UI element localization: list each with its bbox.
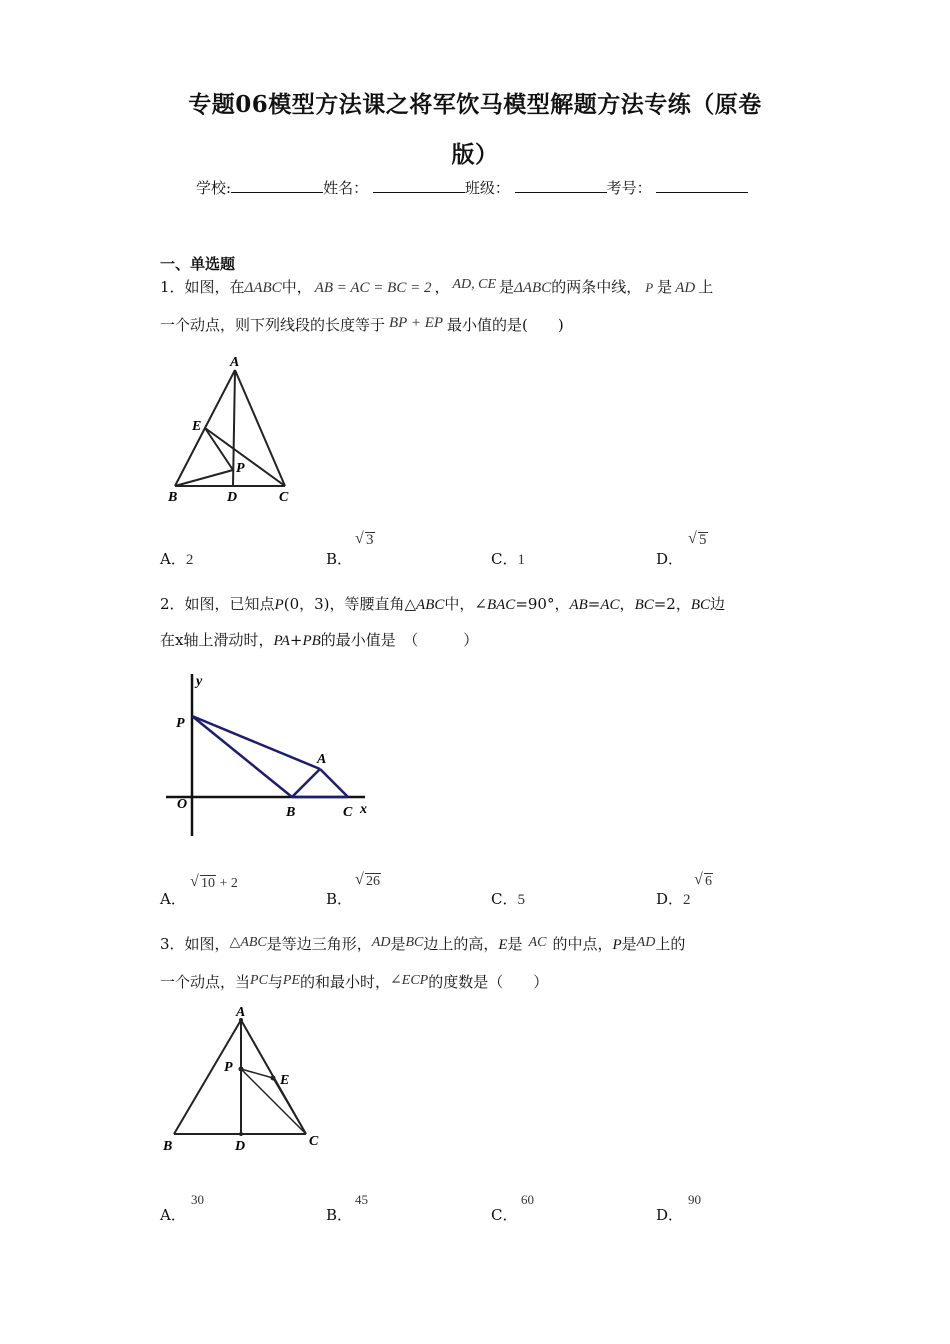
q3-label-c: C — [309, 1134, 319, 1149]
q3-math: △ABC — [229, 935, 267, 950]
q3-text: 是 — [390, 935, 406, 953]
q3-label-p: P — [224, 1060, 233, 1075]
q1-label-b: B — [168, 490, 178, 505]
q1-label-p: P — [236, 461, 245, 476]
class-blank — [515, 178, 607, 193]
q2-line-2 — [160, 630, 478, 651]
q2-text: 的最小值是 （ ） — [320, 631, 479, 649]
q3-label-a: A — [236, 1005, 246, 1020]
exam-label: 考号： — [606, 179, 652, 197]
q3-math: BC — [405, 935, 424, 950]
q3-label-d: D — [235, 1139, 246, 1154]
q3-point-d — [239, 1132, 243, 1136]
q2-math: BAC — [486, 597, 516, 613]
q1-math: BP + EP — [389, 315, 444, 331]
page-title-continued: 版） — [451, 141, 499, 168]
q3-line-2 — [160, 972, 548, 994]
q3-text: 与 — [267, 973, 283, 991]
q3-math: ∠ECP — [390, 973, 429, 988]
q1-text: 一个动点，则下列线段的长度等于 — [160, 316, 386, 334]
option-letter: C． — [491, 890, 518, 908]
radicand: 3 — [366, 532, 374, 548]
q2-math: PA — [273, 633, 290, 649]
q1-math: AB = AC = BC = 2 — [314, 280, 432, 296]
q3-text: 边上的高， — [423, 935, 499, 953]
q3-label-e: E — [280, 1073, 290, 1088]
option-coefficient: 2 — [683, 892, 691, 908]
option-suffix: + 2 — [219, 876, 238, 891]
q1-option-b-value: √ 3 — [355, 530, 374, 548]
q2-text: 在x轴上滑动时， — [160, 631, 274, 649]
q2-math: P — [274, 597, 284, 613]
q1-text: 的两条中线， — [551, 278, 642, 296]
q2-math: PB — [302, 633, 321, 649]
q3-line-1 — [160, 934, 685, 956]
q2-label-o: O — [177, 797, 188, 812]
q1-math: ΔABC — [514, 280, 552, 296]
q3-text: 是 — [621, 935, 637, 953]
q2-math: AC — [600, 597, 620, 613]
q2-line-1 — [160, 594, 725, 615]
option-letter: B． — [326, 1206, 353, 1224]
q3-option-d[interactable] — [656, 1204, 683, 1225]
q3-option-b-value: 45 — [355, 1192, 368, 1207]
q2-option-a[interactable] — [160, 888, 186, 909]
name-label: 姓名： — [323, 179, 369, 197]
q1-label-d: D — [227, 490, 238, 505]
option-letter: D． — [656, 890, 684, 908]
q3-text: 是等边三角形， — [266, 935, 372, 953]
q1-math: AD — [675, 280, 696, 296]
q3-math: AD — [636, 935, 656, 950]
option-letter: A． — [160, 890, 186, 908]
q2-text: 边 — [710, 595, 726, 613]
q2-math: AB — [569, 597, 588, 613]
q1-text: 中， — [281, 278, 312, 296]
q1-option-b[interactable] — [326, 548, 352, 569]
q3-option-b[interactable] — [326, 1204, 352, 1225]
q1-math: ΔABC — [244, 280, 282, 296]
q3-option-d-value: 90 — [688, 1192, 701, 1207]
radicand: 26 — [366, 874, 380, 889]
option-letter: A． — [160, 550, 186, 568]
exam-blank — [656, 178, 748, 193]
q3-math: AC — [528, 935, 547, 950]
school-blank — [231, 178, 323, 193]
q2-text: =2， — [653, 595, 691, 613]
q1-text: 上 — [698, 278, 714, 296]
q1-text: 是 — [499, 278, 515, 296]
option-value: 1 — [517, 552, 525, 568]
student-info-line — [196, 177, 748, 198]
q2-text: + — [289, 631, 303, 649]
q2-math: BC — [634, 597, 654, 613]
q1-label-e: E — [192, 419, 202, 434]
q2-label-c: C — [343, 805, 353, 820]
q2-label-a: A — [317, 752, 327, 767]
q1-line-2 — [160, 315, 564, 336]
q2-text: 中，∠ — [444, 595, 487, 613]
q2-label-p: P — [176, 716, 185, 731]
q3-option-a-value: 30 — [191, 1192, 204, 1207]
q2-figure — [160, 668, 390, 848]
class-label: 班级： — [464, 179, 510, 197]
q3-option-a[interactable] — [160, 1204, 186, 1225]
q3-text: 一个动点，当 — [160, 973, 251, 991]
q1-label-a: A — [230, 355, 240, 370]
q3-text: 的度数是（ ） — [428, 973, 549, 991]
q1-option-a[interactable] — [160, 548, 193, 569]
q3-point-e — [271, 1076, 276, 1081]
page-title: 专题06模型方法课之将军饮马模型解题方法专练（原卷 — [188, 91, 762, 118]
q2-text: = — [587, 595, 601, 613]
q3-text: 的中点， — [552, 935, 613, 953]
q2-text: 2．如图，已知点 — [160, 595, 275, 613]
q2-option-d-value: √ 6 — [694, 871, 712, 889]
q2-text: ， — [619, 595, 635, 613]
q3-figure — [158, 1002, 338, 1162]
radicand: 10 — [201, 876, 215, 891]
q1-label-c: C — [279, 490, 289, 505]
q3-text: 是 — [507, 935, 523, 953]
option-letter: D． — [656, 550, 684, 568]
q3-math: P — [612, 937, 622, 953]
option-letter: C． — [491, 1206, 518, 1224]
q2-label-b: B — [286, 805, 296, 820]
q1-line-1 — [160, 277, 713, 299]
radicand: 6 — [705, 874, 712, 889]
q3-math: AD — [371, 935, 391, 950]
section-heading: 一、单选题 — [160, 255, 236, 273]
q2-option-b[interactable] — [326, 888, 352, 909]
option-letter: C． — [491, 550, 518, 568]
q3-text: 的和最小时， — [300, 973, 391, 991]
q2-math: ABC — [416, 597, 445, 613]
q3-option-c-value: 60 — [521, 1192, 534, 1207]
q2-option-d[interactable] — [656, 888, 691, 909]
option-letter: B． — [326, 890, 353, 908]
radicand: 5 — [699, 532, 707, 548]
q2-label-y: y — [196, 674, 203, 689]
q1-math: AD, CE — [452, 277, 497, 292]
q3-math: E — [498, 937, 508, 953]
q3-math: PC — [250, 973, 268, 988]
option-letter: A． — [160, 1206, 186, 1224]
q2-text: (0，3)，等腰直角△ — [283, 595, 417, 613]
option-letter: D． — [656, 1206, 684, 1224]
q1-text: 是 — [657, 278, 673, 296]
q1-text: 1．如图，在 — [160, 278, 245, 296]
q2-option-c[interactable] — [491, 888, 525, 909]
q1-text: ， — [434, 278, 450, 296]
q2-option-b-value: √ 26 — [355, 871, 380, 889]
q1-text: 最小值的是( ) — [447, 316, 564, 334]
q3-option-c[interactable] — [491, 1204, 517, 1225]
q2-math: BC — [690, 597, 711, 613]
name-blank — [373, 178, 465, 193]
q3-point-p — [239, 1067, 244, 1072]
q1-figure — [160, 352, 320, 512]
q3-math: PE — [282, 973, 301, 988]
q2-text: =90°， — [515, 595, 570, 613]
q2-option-a-value: √ 10 + 2 — [190, 873, 238, 891]
q1-option-d-value: √ 5 — [688, 530, 707, 548]
q1-option-c[interactable] — [491, 548, 525, 569]
q1-option-d[interactable] — [656, 548, 683, 569]
q3-label-b: B — [163, 1139, 173, 1154]
option-value: 5 — [517, 892, 525, 908]
q3-text: 上的 — [655, 935, 686, 953]
q2-label-x: x — [360, 802, 367, 817]
school-label: 学校: — [196, 179, 232, 197]
option-letter: B． — [326, 550, 353, 568]
q3-text: 3．如图， — [160, 935, 230, 953]
q1-math: P — [645, 280, 654, 295]
option-value: 2 — [185, 552, 194, 568]
